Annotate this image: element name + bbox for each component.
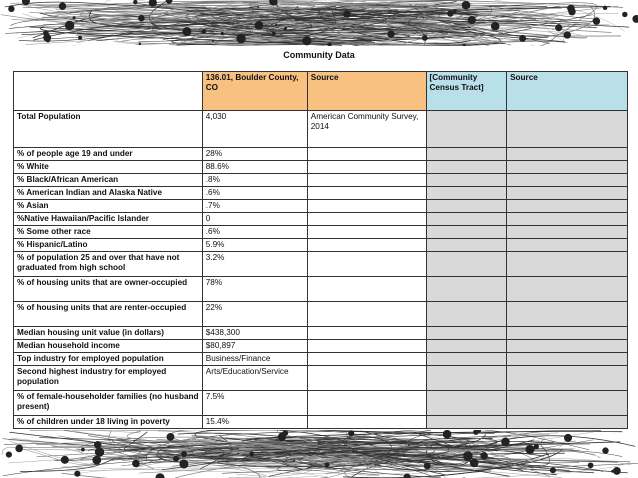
scribble-dot <box>447 10 453 16</box>
scribble-dot <box>302 36 311 45</box>
scribble-dot <box>59 2 66 9</box>
row-county-value: .8% <box>202 174 307 187</box>
scribble-dot <box>555 24 562 31</box>
row-source-2 <box>507 226 628 239</box>
scribble-dot <box>438 456 440 458</box>
scribble-dot <box>8 6 14 12</box>
row-label: Median housing unit value (in dollars) <box>14 327 203 340</box>
row-county-value: 78% <box>202 277 307 302</box>
row-source-2 <box>507 302 628 327</box>
scribble-dot <box>45 37 50 42</box>
decorative-bottom-band <box>0 430 638 478</box>
row-tract-value <box>426 239 507 252</box>
row-source <box>307 327 426 340</box>
scribble-dot <box>212 40 214 42</box>
table-row <box>14 213 628 226</box>
scribble-dot <box>173 456 179 462</box>
row-label: % of children under 18 living in poverty <box>14 416 203 429</box>
row-source <box>307 302 426 327</box>
scribble-dot <box>138 15 145 22</box>
row-source <box>307 391 426 416</box>
scribble-dot <box>564 31 571 38</box>
scribble-dot <box>73 16 76 19</box>
row-source-2 <box>507 187 628 200</box>
row-label: % White <box>14 161 203 174</box>
scribble-dot <box>202 29 207 34</box>
row-source-2 <box>507 239 628 252</box>
row-label: % Some other race <box>14 226 203 239</box>
scribble-dot <box>310 25 312 27</box>
row-county-value: 5.9% <box>202 239 307 252</box>
row-label: Median household income <box>14 340 203 353</box>
table-header-row <box>14 72 628 111</box>
scribble-dot <box>6 451 12 457</box>
scribble-dot <box>453 9 457 13</box>
row-label: % of housing units that are owner-occupied <box>14 277 203 302</box>
row-source-2 <box>507 174 628 187</box>
table-row <box>14 111 628 148</box>
row-tract-value <box>426 327 507 340</box>
row-source-2 <box>507 340 628 353</box>
scribble-dot <box>78 36 82 40</box>
row-county-value: $438,300 <box>202 327 307 340</box>
row-label: % of population 25 and over that have not graduated from high school <box>14 252 203 277</box>
table-row <box>14 239 628 252</box>
row-source <box>307 174 426 187</box>
row-source <box>307 252 426 277</box>
row-source-2 <box>507 200 628 213</box>
row-county-value: 88.6% <box>202 161 307 174</box>
table-row <box>14 366 628 391</box>
scribble-dot <box>632 15 638 23</box>
scribble-dot <box>501 437 510 446</box>
header-census-tract: [Community Census Tract] <box>426 72 507 111</box>
scribble-dot <box>622 12 627 17</box>
row-tract-value <box>426 226 507 239</box>
table-row <box>14 161 628 174</box>
page-title: Community Data <box>283 50 355 60</box>
scribble-dot <box>272 32 276 36</box>
scribble-dot <box>462 1 471 10</box>
scribble-dot <box>275 24 277 26</box>
row-source-2 <box>507 148 628 161</box>
scribble-dot <box>257 6 259 8</box>
row-source <box>307 340 426 353</box>
row-county-value: .7% <box>202 200 307 213</box>
row-county-value: 22% <box>202 302 307 327</box>
row-label: % American Indian and Alaska Native <box>14 187 203 200</box>
scribble-dot <box>15 445 23 453</box>
header-source: Source <box>307 72 426 111</box>
row-source <box>307 366 426 391</box>
scribble-dot <box>408 444 410 446</box>
row-tract-value <box>426 148 507 161</box>
row-source-2 <box>507 277 628 302</box>
row-tract-value <box>426 391 507 416</box>
row-source <box>307 187 426 200</box>
row-source-2 <box>507 213 628 226</box>
scribble-dot <box>94 441 101 448</box>
scribble-dot <box>443 430 452 439</box>
row-tract-value <box>426 111 507 148</box>
row-tract-value <box>426 340 507 353</box>
scribble-dot <box>480 452 487 459</box>
row-tract-value <box>426 277 507 302</box>
scribble-dot <box>568 8 575 15</box>
row-source <box>307 200 426 213</box>
scribble-dot <box>325 462 330 467</box>
scribble-dot <box>249 451 254 456</box>
scribble-dot <box>74 471 80 477</box>
scribble-dot <box>221 32 224 35</box>
scribble-dot <box>593 17 600 24</box>
scribble-dot <box>525 445 534 454</box>
row-county-value: .6% <box>202 226 307 239</box>
row-source <box>307 239 426 252</box>
scribble-dot <box>588 462 594 468</box>
row-source <box>307 353 426 366</box>
row-label: Second highest industry for employed population <box>14 366 203 391</box>
row-source-2 <box>507 391 628 416</box>
scribble-dot <box>550 467 556 473</box>
row-label: % Asian <box>14 200 203 213</box>
scribble-dot <box>343 10 350 17</box>
row-source-2 <box>507 353 628 366</box>
table-row <box>14 277 628 302</box>
row-tract-value <box>426 302 507 327</box>
row-label: % of female-householder families (no husband present) <box>14 391 203 416</box>
scribble-dot <box>236 34 245 43</box>
row-county-value: 0 <box>202 213 307 226</box>
scribble-dot <box>470 459 479 468</box>
row-tract-value <box>426 353 507 366</box>
scribble-dot <box>348 430 354 436</box>
scribble-dot <box>491 22 500 31</box>
row-source <box>307 416 426 429</box>
scribble-dot <box>294 460 296 462</box>
scribble-pattern-bottom <box>0 430 638 478</box>
row-county-value: 28% <box>202 148 307 161</box>
table-row <box>14 391 628 416</box>
row-label: % of housing units that are renter-occupied <box>14 302 203 327</box>
table-row <box>14 302 628 327</box>
scribble-dot <box>182 27 191 36</box>
header-source-2: Source <box>507 72 628 111</box>
scribble-dot <box>463 451 472 460</box>
row-tract-value <box>426 252 507 277</box>
scribble-dot <box>155 473 164 478</box>
scribble-dot <box>139 42 142 45</box>
row-source-2 <box>507 252 628 277</box>
row-source-2 <box>507 161 628 174</box>
scribble-dot <box>611 470 614 473</box>
row-source <box>307 226 426 239</box>
row-label: %Native Hawaiian/Pacific Islander <box>14 213 203 226</box>
row-label: Top industry for employed population <box>14 353 203 366</box>
scribble-dot <box>65 21 74 30</box>
row-label: % Black/African American <box>14 174 203 187</box>
scribble-dot <box>519 35 526 42</box>
header-county: 136.01, Boulder County, CO <box>202 72 307 111</box>
row-source <box>307 148 426 161</box>
table-row <box>14 340 628 353</box>
row-county-value: Arts/Education/Service <box>202 366 307 391</box>
scribble-dot <box>92 456 101 465</box>
header-empty-cell <box>14 72 203 111</box>
row-source: American Community Survey, 2014 <box>307 111 426 148</box>
scribble-dot <box>81 448 85 452</box>
scribble-pattern-top <box>0 0 638 46</box>
scribble-dot <box>403 474 410 478</box>
scribble-dot <box>602 447 608 453</box>
table-row <box>14 148 628 161</box>
row-label: % Hispanic/Latino <box>14 239 203 252</box>
row-tract-value <box>426 366 507 391</box>
table-row <box>14 416 628 429</box>
row-county-value: 15.4% <box>202 416 307 429</box>
table-row <box>14 174 628 187</box>
scribble-dot <box>534 444 539 449</box>
row-tract-value <box>426 213 507 226</box>
scribble-dot <box>278 433 286 441</box>
row-label: Total Population <box>14 111 203 148</box>
scribble-dot <box>613 467 621 475</box>
row-county-value: .6% <box>202 187 307 200</box>
table-row <box>14 353 628 366</box>
row-county-value: 4,030 <box>202 111 307 148</box>
table-row <box>14 187 628 200</box>
scribble-dot <box>167 433 175 441</box>
scribble-dot <box>564 434 572 442</box>
table-row <box>14 252 628 277</box>
row-source-2 <box>507 327 628 340</box>
row-source-2 <box>507 416 628 429</box>
row-county-value: Business/Finance <box>202 353 307 366</box>
scribble-dot <box>284 27 287 30</box>
row-county-value: 3.2% <box>202 252 307 277</box>
scribble-dot <box>133 0 137 4</box>
scribble-dot <box>181 451 187 457</box>
row-source <box>307 213 426 226</box>
row-county-value: $80,897 <box>202 340 307 353</box>
row-tract-value <box>426 187 507 200</box>
community-data-table <box>13 71 628 429</box>
row-tract-value <box>426 161 507 174</box>
row-tract-value <box>426 174 507 187</box>
scribble-dot <box>603 6 607 10</box>
scribble-dot <box>95 447 104 456</box>
scribble-dot <box>387 30 394 37</box>
row-source <box>307 161 426 174</box>
row-source-2 <box>507 111 628 148</box>
row-label: % of people age 19 and under <box>14 148 203 161</box>
scribble-dot <box>61 456 69 464</box>
scribble-dot <box>132 460 140 468</box>
row-tract-value <box>426 200 507 213</box>
row-county-value: 7.5% <box>202 391 307 416</box>
scribble-dot <box>424 462 431 469</box>
scribble-dot <box>255 21 264 30</box>
table-row <box>14 200 628 213</box>
scribble-dot <box>179 459 188 468</box>
row-source-2 <box>507 366 628 391</box>
decorative-top-band <box>0 0 638 46</box>
row-tract-value <box>426 416 507 429</box>
row-source <box>307 277 426 302</box>
scribble-dot <box>166 0 173 4</box>
table-row <box>14 226 628 239</box>
scribble-dot <box>422 35 428 41</box>
table-row <box>14 327 628 340</box>
scribble-dot <box>468 16 476 24</box>
